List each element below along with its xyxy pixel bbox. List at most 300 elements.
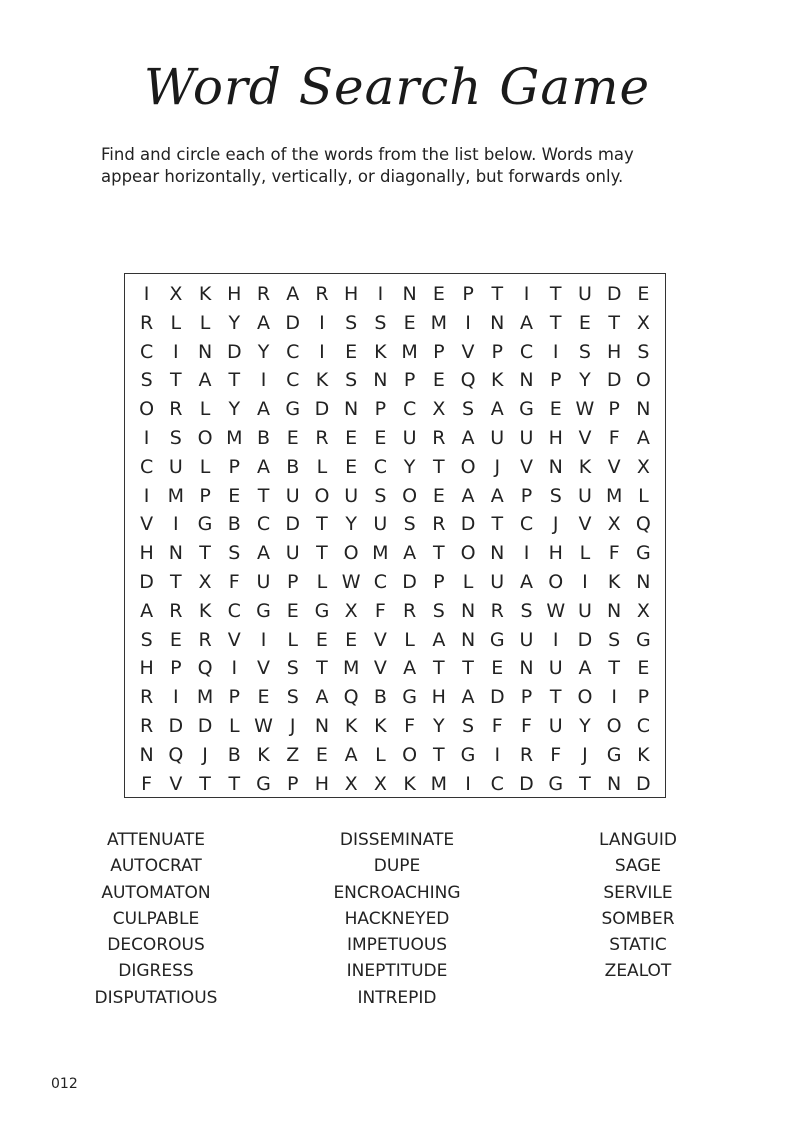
grid-letter[interactable]: E xyxy=(286,599,299,622)
grid-letter[interactable]: U xyxy=(548,657,563,680)
grid-letter[interactable]: T xyxy=(549,311,562,334)
grid-letter[interactable]: S xyxy=(608,628,621,651)
grid-letter[interactable]: I xyxy=(465,311,471,334)
grid-letter[interactable]: S xyxy=(345,311,358,334)
grid-letter[interactable]: C xyxy=(519,340,534,363)
grid-letter[interactable]: A xyxy=(256,542,270,565)
grid-letter[interactable]: N xyxy=(402,283,417,305)
grid-letter[interactable]: R xyxy=(169,398,183,421)
grid-letter[interactable]: D xyxy=(606,369,622,392)
grid-letter[interactable]: J xyxy=(494,455,501,478)
grid-letter[interactable]: T xyxy=(433,455,445,478)
grid-letter[interactable]: G xyxy=(636,542,651,565)
grid-letter[interactable]: C xyxy=(286,340,300,363)
grid-letter[interactable]: R xyxy=(140,714,154,737)
grid-letter[interactable]: I xyxy=(552,628,559,651)
grid-letter[interactable]: P xyxy=(374,398,387,421)
grid-letter[interactable]: Z xyxy=(286,743,300,766)
grid-letter[interactable]: F xyxy=(141,772,153,795)
grid-letter[interactable]: H xyxy=(548,542,563,565)
grid-letter[interactable]: F xyxy=(491,714,503,737)
grid-letter[interactable]: X xyxy=(636,311,650,334)
grid-letter[interactable]: D xyxy=(168,714,184,737)
grid-letter[interactable]: S xyxy=(169,426,182,449)
grid-letter[interactable]: U xyxy=(344,484,359,507)
grid-letter[interactable]: A xyxy=(490,484,504,507)
grid-letter[interactable]: E xyxy=(345,340,358,363)
grid-letter[interactable]: C xyxy=(373,570,388,593)
grid-letter[interactable]: Q xyxy=(168,743,184,766)
grid-letter[interactable]: P xyxy=(637,686,650,709)
grid-letter[interactable]: U xyxy=(168,455,183,478)
grid-letter[interactable]: V xyxy=(578,426,592,449)
grid-letter[interactable]: V xyxy=(227,628,241,651)
grid-letter[interactable]: D xyxy=(402,570,417,593)
grid-letter[interactable]: G xyxy=(460,743,476,766)
grid-letter[interactable]: F xyxy=(374,599,386,622)
grid-letter[interactable]: C xyxy=(139,455,154,478)
grid-letter[interactable]: D xyxy=(489,686,505,709)
grid-letter[interactable]: I xyxy=(552,340,559,363)
grid-letter[interactable]: T xyxy=(491,513,504,536)
grid-letter[interactable]: U xyxy=(519,628,534,651)
grid-letter[interactable]: V xyxy=(461,340,475,363)
grid-letter[interactable]: D xyxy=(519,772,534,795)
grid-letter[interactable]: H xyxy=(431,686,446,709)
grid-letter[interactable]: A xyxy=(490,398,504,421)
grid-letter[interactable]: N xyxy=(607,772,622,795)
grid-letter[interactable]: C xyxy=(519,513,534,536)
grid-letter[interactable]: B xyxy=(227,743,241,766)
grid-letter[interactable]: O xyxy=(402,484,418,507)
grid-letter[interactable]: N xyxy=(636,398,651,421)
grid-letter[interactable]: A xyxy=(403,542,417,565)
grid-letter[interactable]: L xyxy=(199,311,211,334)
grid-letter[interactable]: Y xyxy=(579,369,591,392)
grid-letter[interactable]: T xyxy=(433,743,445,766)
grid-letter[interactable]: A xyxy=(256,398,270,421)
grid-letter[interactable]: E xyxy=(345,628,358,651)
grid-letter[interactable]: N xyxy=(636,570,651,593)
grid-letter[interactable]: S xyxy=(286,657,299,680)
grid-letter[interactable]: S xyxy=(520,599,533,622)
grid-letter[interactable]: P xyxy=(433,570,445,593)
grid-letter[interactable]: O xyxy=(577,686,593,709)
grid-letter[interactable]: S xyxy=(374,484,387,507)
grid-letter[interactable]: N xyxy=(607,599,622,622)
grid-letter[interactable]: O xyxy=(606,714,622,737)
grid-letter[interactable]: H xyxy=(139,657,154,680)
grid-letter[interactable]: S xyxy=(462,714,475,737)
grid-letter[interactable]: N xyxy=(344,398,359,421)
grid-letter[interactable]: X xyxy=(344,599,358,622)
grid-letter[interactable]: N xyxy=(460,599,476,622)
grid-letter[interactable]: I xyxy=(523,283,530,305)
grid-letter[interactable]: T xyxy=(549,686,562,709)
grid-letter[interactable]: R xyxy=(432,513,446,536)
grid-letter[interactable]: S xyxy=(549,484,562,507)
grid-letter[interactable]: L xyxy=(316,570,328,593)
grid-letter[interactable]: K xyxy=(578,455,592,478)
grid-letter[interactable]: M xyxy=(226,426,243,449)
grid-letter[interactable]: T xyxy=(491,283,504,305)
grid-letter[interactable]: Q xyxy=(343,686,359,709)
grid-letter[interactable]: T xyxy=(228,772,241,795)
grid-letter[interactable]: Q xyxy=(460,369,476,392)
grid-letter[interactable]: H xyxy=(344,283,359,305)
grid-letter[interactable]: E xyxy=(578,311,591,334)
grid-letter[interactable]: P xyxy=(286,772,299,795)
grid-letter[interactable]: E xyxy=(228,484,241,507)
grid-letter[interactable]: G xyxy=(636,628,651,651)
grid-letter[interactable]: R xyxy=(315,426,329,449)
grid-letter[interactable]: Y xyxy=(228,311,241,334)
grid-letter[interactable]: L xyxy=(462,570,474,593)
grid-letter[interactable]: X xyxy=(636,455,650,478)
grid-letter[interactable]: I xyxy=(465,772,471,795)
grid-letter[interactable]: X xyxy=(169,283,183,305)
grid-letter[interactable]: E xyxy=(637,657,650,680)
grid-letter[interactable]: I xyxy=(523,542,530,565)
grid-letter[interactable]: J xyxy=(289,714,296,737)
grid-letter[interactable]: K xyxy=(344,714,358,737)
grid-letter[interactable]: L xyxy=(170,311,182,334)
grid-letter[interactable]: U xyxy=(490,570,505,593)
grid-letter[interactable]: T xyxy=(433,542,445,565)
grid-letter[interactable]: K xyxy=(198,283,212,305)
grid-letter[interactable]: N xyxy=(460,628,476,651)
grid-letter[interactable]: G xyxy=(256,599,271,622)
grid-letter[interactable]: P xyxy=(433,340,445,363)
grid-letter[interactable]: E xyxy=(169,628,182,651)
grid-letter[interactable]: E xyxy=(374,426,387,449)
grid-letter[interactable]: U xyxy=(285,542,300,565)
grid-letter[interactable]: G xyxy=(606,743,622,766)
grid-letter[interactable]: B xyxy=(373,686,387,709)
grid-letter[interactable]: P xyxy=(228,686,240,709)
grid-letter[interactable]: T xyxy=(170,570,182,593)
grid-letter[interactable]: N xyxy=(519,657,534,680)
grid-letter[interactable]: E xyxy=(637,283,650,305)
grid-letter[interactable]: R xyxy=(140,686,154,709)
grid-letter[interactable]: L xyxy=(199,455,211,478)
grid-letter[interactable]: A xyxy=(286,283,300,305)
grid-letter[interactable]: R xyxy=(169,599,183,622)
grid-letter[interactable]: R xyxy=(490,599,504,622)
grid-letter[interactable]: L xyxy=(638,484,649,507)
grid-letter[interactable]: K xyxy=(374,714,387,737)
grid-letter[interactable]: O xyxy=(635,369,651,392)
grid-letter[interactable]: K xyxy=(198,599,212,622)
grid-letter[interactable]: O xyxy=(460,455,476,478)
grid-letter[interactable]: X xyxy=(636,599,650,622)
grid-letter[interactable]: V xyxy=(140,513,154,536)
grid-letter[interactable]: D xyxy=(285,513,301,536)
grid-letter[interactable]: U xyxy=(285,484,300,507)
grid-letter[interactable]: M xyxy=(372,542,389,565)
grid-letter[interactable]: O xyxy=(314,484,330,507)
grid-letter[interactable]: S xyxy=(228,542,241,565)
grid-letter[interactable]: G xyxy=(197,513,213,536)
grid-letter[interactable]: N xyxy=(373,369,388,392)
grid-letter[interactable]: Y xyxy=(433,714,445,737)
grid-letter[interactable]: J xyxy=(582,743,588,766)
grid-letter[interactable]: U xyxy=(519,426,534,449)
grid-letter[interactable]: A xyxy=(578,657,592,680)
grid-letter[interactable]: S xyxy=(578,340,591,363)
grid-letter[interactable]: B xyxy=(286,455,300,478)
grid-letter[interactable]: T xyxy=(316,513,328,536)
grid-letter[interactable]: B xyxy=(227,513,241,536)
grid-letter[interactable]: C xyxy=(256,513,271,536)
grid-letter[interactable]: X xyxy=(607,513,621,536)
grid-letter[interactable]: T xyxy=(549,283,562,305)
grid-letter[interactable]: E xyxy=(432,369,445,392)
grid-letter[interactable]: T xyxy=(257,484,270,507)
grid-letter[interactable]: H xyxy=(607,340,622,363)
grid-letter[interactable]: E xyxy=(345,455,358,478)
grid-letter[interactable]: R xyxy=(403,599,417,622)
grid-letter[interactable]: Q xyxy=(635,513,651,536)
grid-letter[interactable]: H xyxy=(548,426,563,449)
grid-letter[interactable]: K xyxy=(607,570,621,593)
grid-letter[interactable]: E xyxy=(315,743,328,766)
grid-letter[interactable]: S xyxy=(374,311,387,334)
grid-letter[interactable]: R xyxy=(256,283,271,305)
grid-letter[interactable]: F xyxy=(521,714,532,737)
grid-letter[interactable]: E xyxy=(345,426,358,449)
grid-letter[interactable]: M xyxy=(342,657,360,680)
grid-letter[interactable]: L xyxy=(579,542,591,565)
grid-letter[interactable]: A xyxy=(256,455,270,478)
grid-letter[interactable]: P xyxy=(520,686,533,709)
grid-letter[interactable]: U xyxy=(548,714,563,737)
grid-letter[interactable]: N xyxy=(548,455,563,478)
grid-letter[interactable]: G xyxy=(548,772,564,795)
grid-letter[interactable]: U xyxy=(490,426,505,449)
grid-letter[interactable]: I xyxy=(260,369,267,392)
grid-letter[interactable]: A xyxy=(140,599,154,622)
grid-letter[interactable]: M xyxy=(430,772,448,795)
grid-letter[interactable]: W xyxy=(254,714,273,737)
grid-letter[interactable]: V xyxy=(256,657,270,680)
grid-letter[interactable]: U xyxy=(577,283,592,305)
grid-letter[interactable]: V xyxy=(373,628,387,651)
grid-letter[interactable]: P xyxy=(491,340,503,363)
grid-letter[interactable]: A xyxy=(519,311,533,334)
grid-letter[interactable]: D xyxy=(226,340,242,363)
grid-letter[interactable]: T xyxy=(199,772,211,795)
grid-letter[interactable]: Y xyxy=(345,513,357,536)
grid-letter[interactable]: L xyxy=(404,628,415,651)
grid-letter[interactable]: I xyxy=(319,311,325,334)
grid-letter[interactable]: T xyxy=(228,369,241,392)
grid-letter[interactable]: E xyxy=(432,283,445,305)
grid-letter[interactable]: E xyxy=(432,484,445,507)
grid-letter[interactable]: P xyxy=(608,398,620,421)
grid-letter[interactable]: T xyxy=(579,772,591,795)
grid-letter[interactable]: P xyxy=(520,484,533,507)
grid-letter[interactable]: X xyxy=(373,772,387,795)
grid-letter[interactable]: P xyxy=(170,657,182,680)
grid-letter[interactable]: T xyxy=(608,657,620,680)
grid-letter[interactable]: F xyxy=(550,743,562,766)
grid-letter[interactable]: N xyxy=(314,714,330,737)
grid-letter[interactable]: Y xyxy=(257,340,270,363)
grid-letter[interactable]: F xyxy=(228,570,240,593)
grid-letter[interactable]: U xyxy=(402,426,417,449)
grid-letter[interactable]: W xyxy=(575,398,595,421)
grid-letter[interactable]: C xyxy=(490,772,504,795)
grid-letter[interactable]: R xyxy=(315,283,329,305)
grid-letter[interactable]: I xyxy=(143,283,150,305)
grid-letter[interactable]: A xyxy=(519,570,533,593)
grid-letter[interactable]: M xyxy=(167,484,185,507)
grid-letter[interactable]: S xyxy=(637,340,650,363)
grid-letter[interactable]: E xyxy=(315,628,328,651)
grid-letter[interactable]: C xyxy=(636,714,651,737)
grid-letter[interactable]: E xyxy=(286,426,299,449)
grid-letter[interactable]: S xyxy=(403,513,416,536)
grid-letter[interactable]: I xyxy=(611,686,617,709)
grid-letter[interactable]: M xyxy=(430,311,448,334)
grid-letter[interactable]: A xyxy=(315,686,329,709)
grid-letter[interactable]: G xyxy=(285,398,301,421)
grid-letter[interactable]: P xyxy=(228,455,240,478)
grid-letter[interactable]: F xyxy=(608,542,620,565)
grid-letter[interactable]: S xyxy=(432,599,445,622)
grid-letter[interactable]: U xyxy=(256,570,271,593)
grid-letter[interactable]: T xyxy=(170,369,182,392)
grid-letter[interactable]: A xyxy=(403,657,417,680)
grid-letter[interactable]: J xyxy=(202,743,208,766)
grid-letter[interactable]: K xyxy=(374,340,387,363)
grid-letter[interactable]: T xyxy=(316,657,328,680)
grid-letter[interactable]: I xyxy=(143,484,150,507)
grid-letter[interactable]: A xyxy=(432,628,446,651)
grid-letter[interactable]: I xyxy=(143,426,150,449)
grid-letter[interactable]: D xyxy=(460,513,476,536)
grid-letter[interactable]: R xyxy=(140,311,154,334)
grid-letter[interactable]: D xyxy=(314,398,330,421)
grid-letter[interactable]: E xyxy=(549,398,562,421)
grid-letter[interactable]: P xyxy=(199,484,211,507)
grid-letter[interactable]: O xyxy=(460,542,476,565)
grid-letter[interactable]: D xyxy=(577,628,593,651)
grid-letter[interactable]: C xyxy=(139,340,154,363)
grid-letter[interactable]: Y xyxy=(579,714,591,737)
grid-letter[interactable]: I xyxy=(173,340,179,363)
grid-letter[interactable]: T xyxy=(462,657,474,680)
grid-letter[interactable]: T xyxy=(316,542,328,565)
grid-letter[interactable]: P xyxy=(286,570,299,593)
grid-letter[interactable]: I xyxy=(173,513,179,536)
grid-letter[interactable]: H xyxy=(314,772,330,795)
grid-letter[interactable]: Y xyxy=(228,398,241,421)
grid-letter[interactable]: C xyxy=(402,398,417,421)
grid-letter[interactable]: N xyxy=(519,369,534,392)
grid-letter[interactable]: V xyxy=(578,513,592,536)
grid-letter[interactable]: A xyxy=(461,426,475,449)
grid-letter[interactable]: A xyxy=(344,743,358,766)
grid-letter[interactable]: M xyxy=(605,484,623,507)
grid-letter[interactable]: Q xyxy=(197,657,213,680)
grid-letter[interactable]: G xyxy=(489,628,505,651)
grid-letter[interactable]: K xyxy=(257,743,270,766)
grid-letter[interactable]: K xyxy=(403,772,416,795)
grid-letter[interactable]: R xyxy=(198,628,212,651)
grid-letter[interactable]: U xyxy=(373,513,388,536)
grid-letter[interactable]: S xyxy=(345,369,358,392)
grid-letter[interactable]: R xyxy=(432,426,446,449)
grid-letter[interactable]: A xyxy=(256,311,270,334)
grid-letter[interactable]: E xyxy=(257,686,270,709)
grid-letter[interactable]: I xyxy=(260,628,267,651)
grid-letter[interactable]: P xyxy=(403,369,416,392)
grid-letter[interactable]: A xyxy=(461,686,475,709)
grid-letter[interactable]: I xyxy=(231,657,238,680)
grid-letter[interactable]: B xyxy=(256,426,271,449)
grid-letter[interactable]: L xyxy=(375,743,386,766)
grid-letter[interactable]: V xyxy=(607,455,621,478)
grid-letter[interactable]: M xyxy=(401,340,418,363)
grid-letter[interactable]: N xyxy=(139,743,154,766)
grid-letter[interactable]: R xyxy=(519,743,534,766)
grid-letter[interactable]: T xyxy=(433,657,445,680)
grid-letter[interactable]: V xyxy=(169,772,183,795)
grid-letter[interactable]: N xyxy=(197,340,213,363)
grid-letter[interactable]: C xyxy=(286,369,300,392)
grid-letter[interactable]: L xyxy=(316,455,328,478)
grid-letter[interactable]: G xyxy=(256,772,271,795)
grid-letter[interactable]: D xyxy=(636,772,651,795)
grid-letter[interactable]: G xyxy=(314,599,330,622)
grid-letter[interactable]: S xyxy=(140,628,153,651)
grid-letter[interactable]: I xyxy=(319,340,325,363)
grid-letter[interactable]: O xyxy=(343,542,359,565)
grid-letter[interactable]: S xyxy=(286,686,299,709)
grid-letter[interactable]: W xyxy=(546,599,566,622)
grid-letter[interactable]: I xyxy=(173,686,179,709)
grid-letter[interactable]: X xyxy=(198,570,212,593)
grid-letter[interactable]: P xyxy=(462,283,474,305)
grid-letter[interactable]: T xyxy=(199,542,211,565)
grid-letter[interactable]: D xyxy=(606,283,622,305)
grid-letter[interactable]: I xyxy=(582,570,588,593)
grid-letter[interactable]: J xyxy=(552,513,559,536)
grid-letter[interactable]: G xyxy=(519,398,534,421)
grid-letter[interactable]: I xyxy=(377,283,384,305)
grid-letter[interactable]: E xyxy=(491,657,504,680)
grid-letter[interactable]: K xyxy=(637,743,650,766)
grid-letter[interactable]: A xyxy=(636,426,650,449)
grid-letter[interactable]: S xyxy=(462,398,475,421)
grid-letter[interactable]: M xyxy=(196,686,214,709)
grid-letter[interactable]: U xyxy=(577,599,592,622)
grid-letter[interactable]: X xyxy=(432,398,446,421)
grid-letter[interactable]: D xyxy=(139,570,154,593)
grid-letter[interactable]: L xyxy=(228,714,240,737)
grid-letter[interactable]: N xyxy=(490,311,505,334)
grid-letter[interactable]: A xyxy=(198,369,212,392)
grid-letter[interactable]: Y xyxy=(403,455,416,478)
grid-letter[interactable]: W xyxy=(341,570,361,593)
grid-letter[interactable]: F xyxy=(404,714,416,737)
grid-letter[interactable]: N xyxy=(490,542,505,565)
grid-letter[interactable]: G xyxy=(402,686,417,709)
grid-letter[interactable]: L xyxy=(199,398,211,421)
grid-letter[interactable]: C xyxy=(227,599,241,622)
